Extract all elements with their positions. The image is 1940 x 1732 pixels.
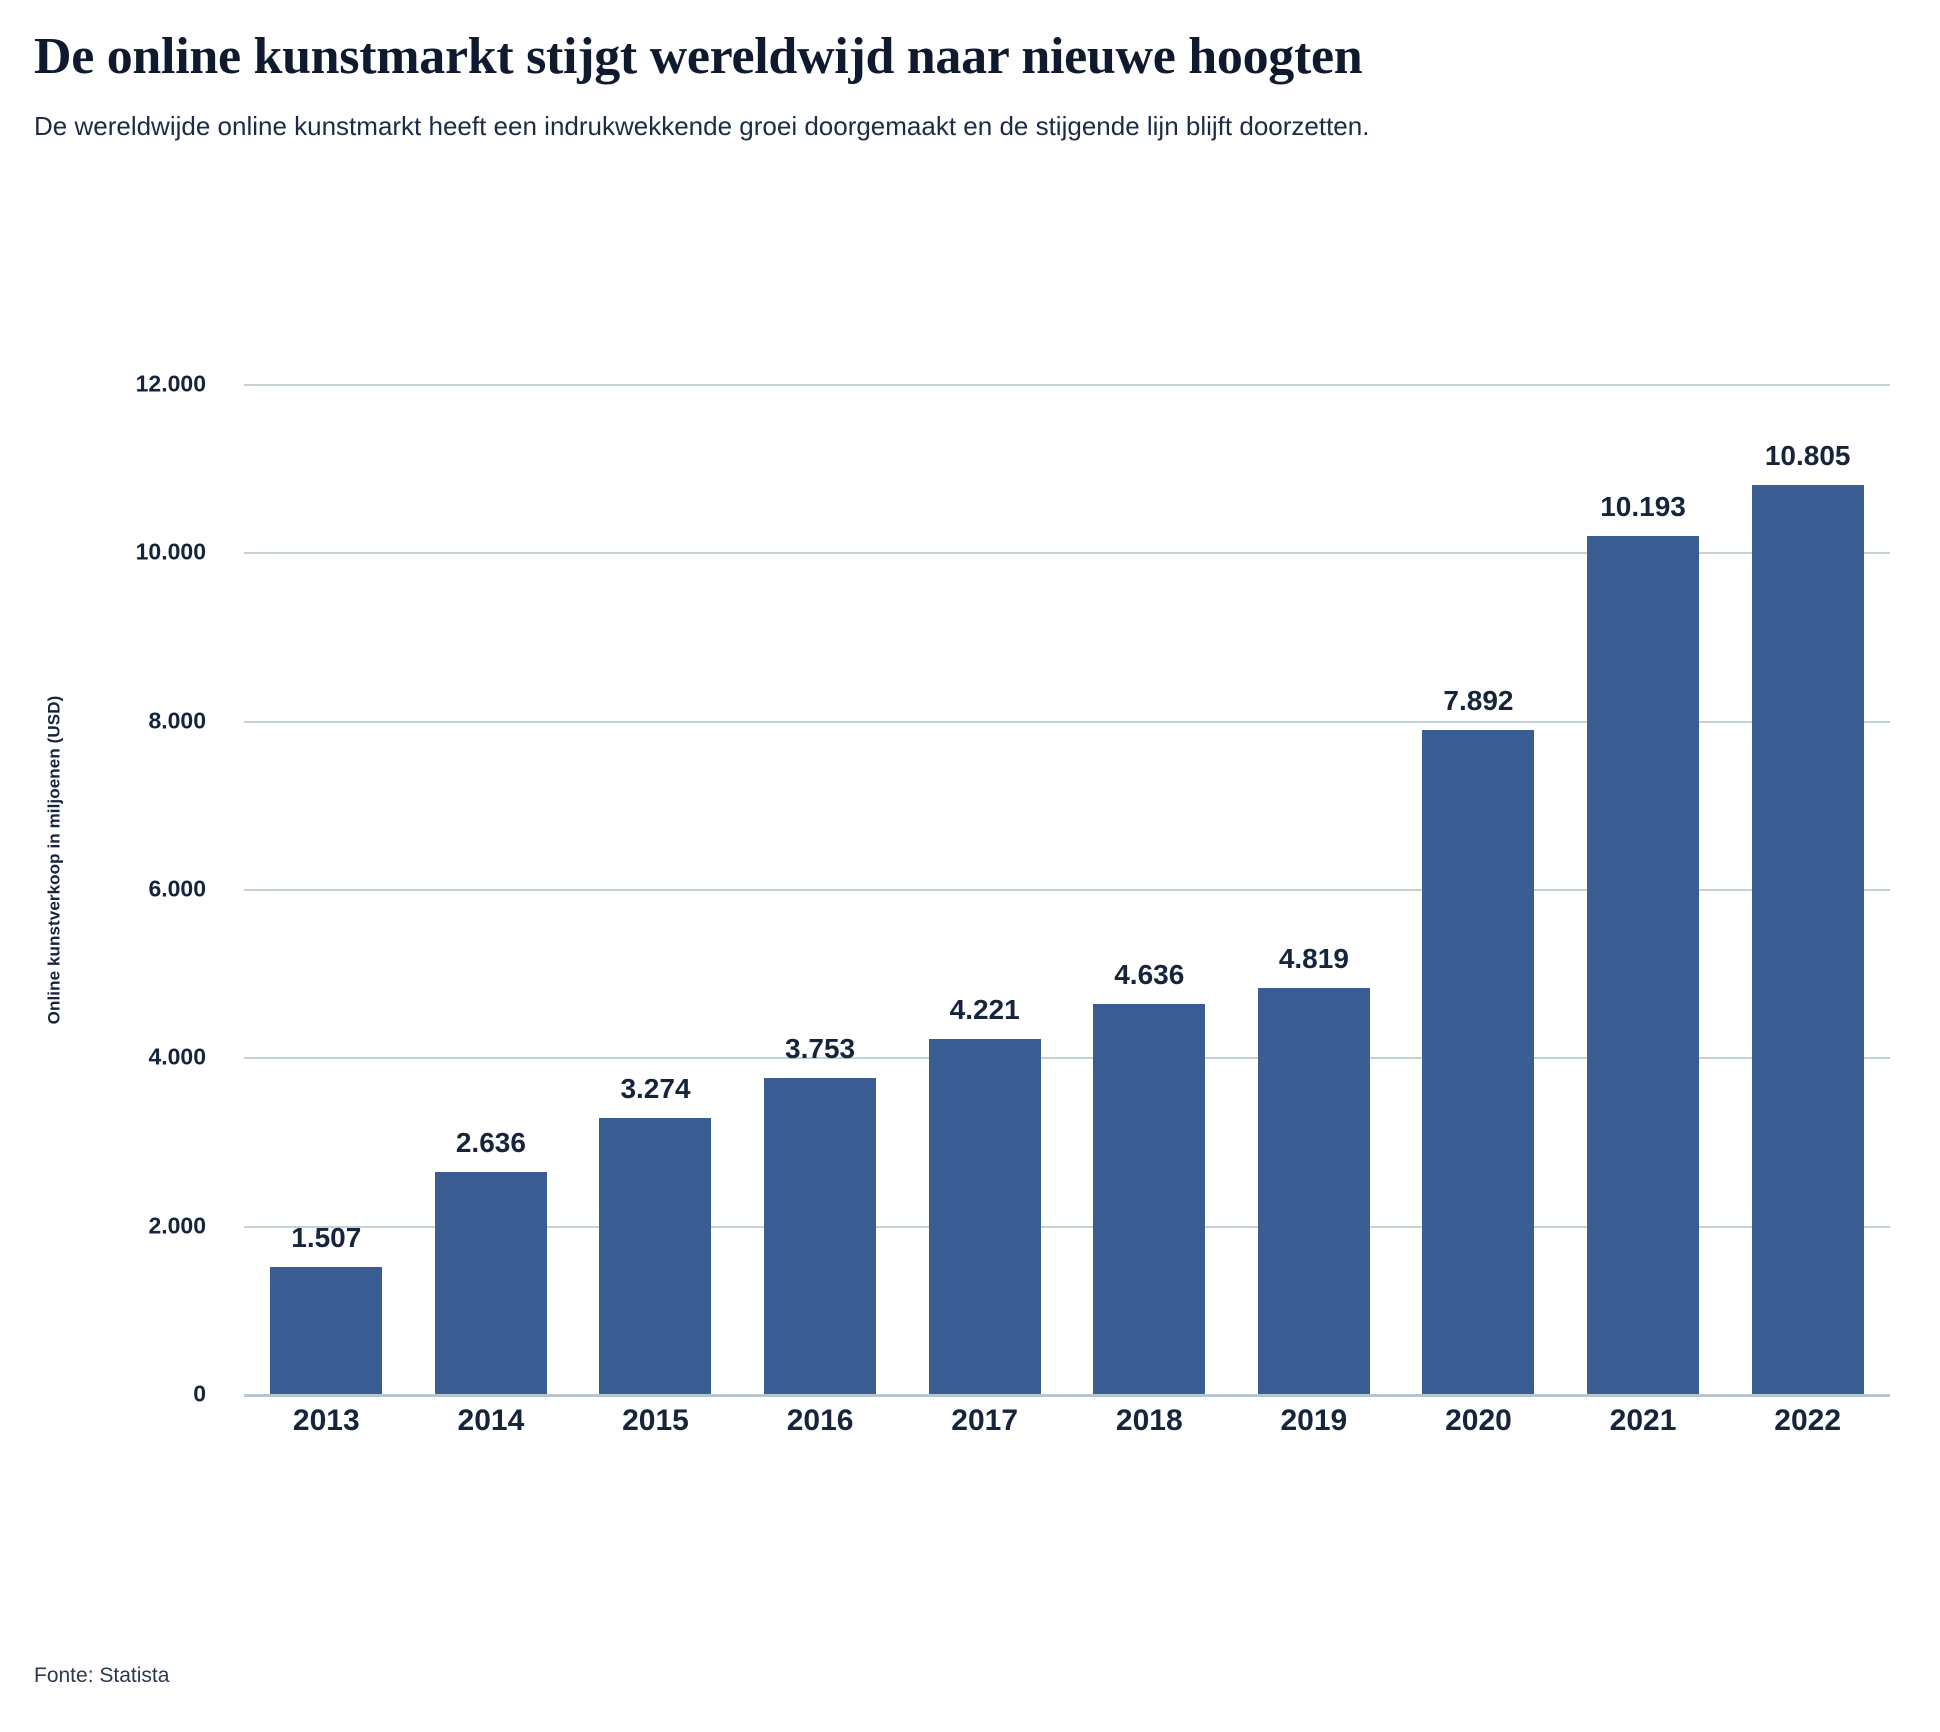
bar-value-label: 4.636 (1114, 958, 1185, 990)
page-title: De online kunstmarkt stijgt wereldwijd naar nieuwe hoogten (34, 28, 1363, 85)
gridline (244, 1394, 1890, 1397)
bar[interactable] (1587, 491, 1699, 1394)
x-axis-tick-label: 2013 (292, 1404, 360, 1437)
y-axis-tick-label: 4.000 (148, 1043, 206, 1070)
bar[interactable] (435, 1127, 547, 1394)
bar-value-label: 10.193 (1600, 491, 1686, 523)
x-axis-tick-label: 2016 (786, 1404, 854, 1437)
bar-column (738, 384, 903, 1394)
bar-column (1561, 384, 1726, 1394)
bar[interactable] (1752, 439, 1864, 1394)
bar-column (1232, 384, 1397, 1394)
bar-column (902, 384, 1067, 1394)
x-axis-tick-label: 2019 (1280, 1404, 1348, 1437)
y-axis-tick-label: 6.000 (148, 875, 206, 902)
bar[interactable] (1422, 684, 1534, 1394)
x-axis-tick-label: 2022 (1774, 1404, 1842, 1437)
bar-value-label: 1.507 (291, 1222, 362, 1254)
bar-value-label: 10.805 (1764, 439, 1851, 471)
bar-column (409, 384, 574, 1394)
y-axis-title-label: Online kunstverkoop in miljoenen (USD) (44, 695, 64, 1025)
bar[interactable] (599, 1073, 711, 1394)
bar-value-label: 3.274 (620, 1073, 691, 1105)
y-axis-tick-label: 10.000 (135, 538, 206, 565)
x-axis-tick-label: 2015 (622, 1404, 689, 1437)
x-axis-tick-label: 2018 (1115, 1404, 1183, 1437)
bar-value-label: 7.892 (1443, 684, 1514, 716)
plot-area (34, 330, 1904, 1460)
bar[interactable] (270, 1222, 382, 1394)
y-axis-labels (34, 370, 230, 1407)
bar-column (1067, 384, 1232, 1394)
x-axis-tick-label: 2020 (1445, 1404, 1512, 1437)
bar-column (573, 384, 738, 1394)
source-note: Fonte: Statista (34, 1664, 170, 1687)
y-axis-tick-label: 0 (193, 1380, 206, 1407)
bar-chart (34, 330, 1904, 1460)
page-subtitle: De wereldwijde online kunstmarkt heeft een indrukwekkende groei doorgemaakt en de stijgende lijn blijft doorzetten. (34, 111, 1370, 142)
bar-value-label: 4.221 (949, 993, 1020, 1025)
bar[interactable] (764, 1033, 876, 1394)
bar-column (1396, 384, 1561, 1394)
bar-column (1725, 384, 1890, 1394)
x-axis-tick-label: 2014 (457, 1404, 525, 1437)
x-axis-tick-label: 2017 (951, 1404, 1019, 1437)
bars (244, 384, 1890, 1394)
bar[interactable] (929, 993, 1041, 1394)
bar[interactable] (1258, 943, 1370, 1394)
bar-column (244, 384, 409, 1394)
bar-value-label: 3.753 (785, 1033, 856, 1065)
x-axis-labels (244, 1404, 1890, 1438)
x-axis-tick-label: 2021 (1609, 1404, 1677, 1437)
y-axis-tick-label: 8.000 (148, 707, 206, 734)
y-axis-tick-label: 12.000 (135, 370, 206, 397)
bar[interactable] (1093, 958, 1205, 1394)
bar-value-label: 2.636 (455, 1127, 526, 1159)
bar-value-label: 4.819 (1278, 943, 1349, 975)
y-axis-tick-label: 2.000 (148, 1212, 206, 1239)
